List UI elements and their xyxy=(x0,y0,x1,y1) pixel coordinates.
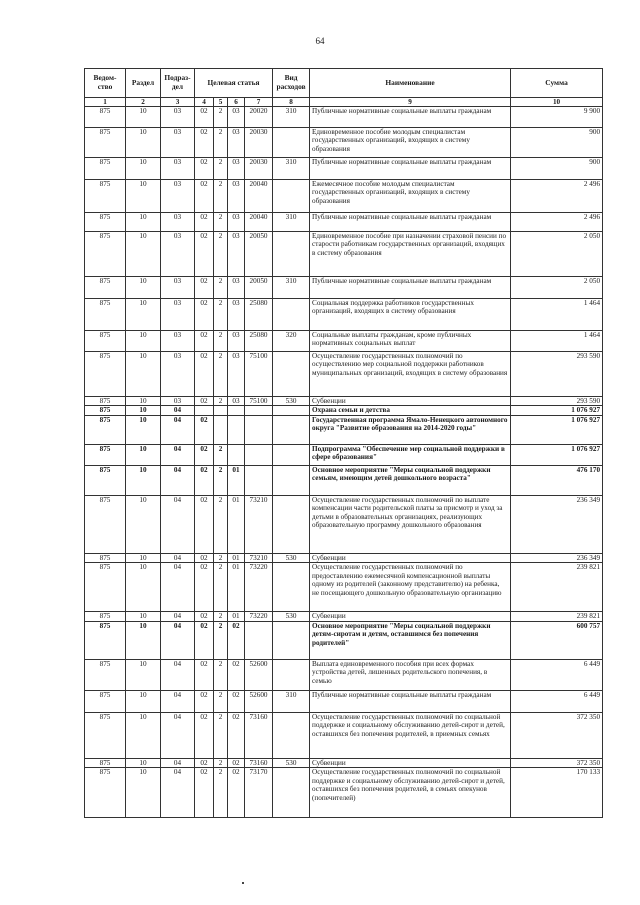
cell-vid-rashodov: 530 xyxy=(273,612,310,621)
cell-subprogram: 2 xyxy=(214,465,228,495)
cell-podrazdel: 04 xyxy=(161,758,195,767)
cell-direction: 73170 xyxy=(245,768,273,818)
table-row xyxy=(85,563,603,612)
cell-summa: 293 590 xyxy=(511,352,603,397)
cell-program: 02 xyxy=(195,758,214,767)
cell-podrazdel: 03 xyxy=(161,128,195,158)
cell-summa: 236 349 xyxy=(511,495,603,553)
cell-vid-rashodov: 530 xyxy=(273,553,310,562)
cell-vedomstvo: 875 xyxy=(85,465,126,495)
cell-podrazdel: 03 xyxy=(161,158,195,180)
cell-naimenovanie: Основное мероприятие "Меры социальной поддержки семьям, имеющим детей дошкольного возраста" xyxy=(310,465,511,495)
cell-subprogram: 2 xyxy=(214,128,228,158)
cell-podrazdel: 04 xyxy=(161,563,195,612)
cell-razdel: 10 xyxy=(126,352,161,397)
cell-podrazdel: 04 xyxy=(161,415,195,444)
cell-razdel: 10 xyxy=(126,444,161,465)
cell-direction: 20030 xyxy=(245,158,273,180)
cell-vid-rashodov: 310 xyxy=(273,158,310,180)
cell-vid-rashodov xyxy=(273,495,310,553)
cell-activity: 03 xyxy=(228,352,245,397)
cell-vedomstvo: 875 xyxy=(85,621,126,659)
cell-subprogram xyxy=(214,415,228,444)
cell-razdel: 10 xyxy=(126,465,161,495)
cell-subprogram xyxy=(214,406,228,415)
table-row xyxy=(85,406,603,415)
cell-razdel: 10 xyxy=(126,277,161,299)
cell-subprogram: 2 xyxy=(214,232,228,277)
cell-vedomstvo: 875 xyxy=(85,612,126,621)
cell-podrazdel: 03 xyxy=(161,213,195,232)
cell-direction: 25080 xyxy=(245,299,273,331)
cell-vedomstvo: 875 xyxy=(85,213,126,232)
cell-podrazdel: 04 xyxy=(161,612,195,621)
cell-vid-rashodov xyxy=(273,180,310,213)
cell-direction: 73220 xyxy=(245,612,273,621)
cell-activity: 03 xyxy=(228,397,245,406)
cell-activity: 03 xyxy=(228,277,245,299)
cell-direction xyxy=(245,406,273,415)
cell-direction: 73210 xyxy=(245,553,273,562)
cell-direction: 52600 xyxy=(245,659,273,690)
column-number: 4 xyxy=(195,98,214,107)
cell-subprogram: 2 xyxy=(214,495,228,553)
cell-activity: 02 xyxy=(228,659,245,690)
table-row xyxy=(85,232,603,277)
cell-activity: 01 xyxy=(228,612,245,621)
cell-activity: 01 xyxy=(228,563,245,612)
cell-activity: 03 xyxy=(228,331,245,352)
cell-subprogram: 2 xyxy=(214,331,228,352)
cell-subprogram: 2 xyxy=(214,213,228,232)
cell-podrazdel: 04 xyxy=(161,495,195,553)
column-number: 3 xyxy=(161,98,195,107)
cell-razdel: 10 xyxy=(126,107,161,128)
cell-vid-rashodov xyxy=(273,299,310,331)
column-number-row xyxy=(85,98,603,107)
cell-razdel: 10 xyxy=(126,690,161,712)
cell-summa: 600 757 xyxy=(511,621,603,659)
cell-vedomstvo: 875 xyxy=(85,563,126,612)
cell-vid-rashodov: 310 xyxy=(273,107,310,128)
cell-activity: 02 xyxy=(228,768,245,818)
cell-vedomstvo: 875 xyxy=(85,158,126,180)
cell-program: 02 xyxy=(195,213,214,232)
cell-direction: 73160 xyxy=(245,712,273,758)
cell-direction xyxy=(245,415,273,444)
cell-summa: 1 464 xyxy=(511,299,603,331)
cell-program: 02 xyxy=(195,128,214,158)
table-row xyxy=(85,758,603,767)
cell-podrazdel: 03 xyxy=(161,331,195,352)
header-podrazdel: Подраз-дел xyxy=(161,69,195,98)
cell-vid-rashodov xyxy=(273,444,310,465)
cell-razdel: 10 xyxy=(126,758,161,767)
cell-naimenovanie: Осуществление государственных полномочий по социальной поддержке и социальному обслуживанию детей-сирот и детей, оставшихся без попечения родителей, в приемных семьях xyxy=(310,712,511,758)
column-number: 10 xyxy=(511,98,603,107)
cell-summa: 900 xyxy=(511,128,603,158)
cell-naimenovanie: Субвенции xyxy=(310,758,511,767)
cell-direction: 73220 xyxy=(245,563,273,612)
cell-direction: 73160 xyxy=(245,758,273,767)
cell-naimenovanie: Социальная поддержка работников государственных организаций, входящих в систему образования xyxy=(310,299,511,331)
table-row xyxy=(85,180,603,213)
cell-summa: 170 133 xyxy=(511,768,603,818)
header-razdel: Раздел xyxy=(126,69,161,98)
cell-vid-rashodov xyxy=(273,232,310,277)
cell-subprogram: 2 xyxy=(214,397,228,406)
cell-vedomstvo: 875 xyxy=(85,415,126,444)
cell-vedomstvo: 875 xyxy=(85,712,126,758)
cell-naimenovanie: Осуществление государственных полномочий по выплате компенсации части родительской платы за присмотр и уход за детьми в образовательных организациях, реализующих образовательную программу дошкольного образования xyxy=(310,495,511,553)
cell-subprogram: 2 xyxy=(214,758,228,767)
cell-program: 02 xyxy=(195,612,214,621)
cell-program: 02 xyxy=(195,768,214,818)
column-number: 2 xyxy=(126,98,161,107)
cell-direction: 20040 xyxy=(245,213,273,232)
cell-activity: 03 xyxy=(228,299,245,331)
cell-direction: 25080 xyxy=(245,331,273,352)
cell-activity: 03 xyxy=(228,158,245,180)
cell-summa: 2 496 xyxy=(511,180,603,213)
cell-program: 02 xyxy=(195,277,214,299)
budget-table xyxy=(84,68,603,818)
cell-podrazdel: 04 xyxy=(161,406,195,415)
table-row xyxy=(85,612,603,621)
cell-naimenovanie: Осуществление государственных полномочий по осуществлению мер социальной поддержки работников муниципальных организаций, входящих в систему образования xyxy=(310,352,511,397)
cell-summa: 239 821 xyxy=(511,563,603,612)
cell-direction: 20050 xyxy=(245,277,273,299)
cell-vedomstvo: 875 xyxy=(85,406,126,415)
cell-razdel: 10 xyxy=(126,232,161,277)
cell-podrazdel: 03 xyxy=(161,277,195,299)
cell-summa: 2 050 xyxy=(511,277,603,299)
table-row xyxy=(85,415,603,444)
cell-vedomstvo: 875 xyxy=(85,107,126,128)
cell-naimenovanie: Публичные нормативные социальные выплаты гражданам xyxy=(310,213,511,232)
cell-program: 02 xyxy=(195,690,214,712)
cell-razdel: 10 xyxy=(126,406,161,415)
table-row xyxy=(85,553,603,562)
cell-razdel: 10 xyxy=(126,621,161,659)
cell-vid-rashodov: 320 xyxy=(273,331,310,352)
cell-razdel: 10 xyxy=(126,415,161,444)
table-row xyxy=(85,621,603,659)
cell-subprogram: 2 xyxy=(214,659,228,690)
page-number: 64 xyxy=(315,36,325,46)
cell-podrazdel: 03 xyxy=(161,180,195,213)
cell-program: 02 xyxy=(195,158,214,180)
cell-program: 02 xyxy=(195,397,214,406)
cell-vedomstvo: 875 xyxy=(85,128,126,158)
cell-podrazdel: 04 xyxy=(161,553,195,562)
cell-summa: 293 590 xyxy=(511,397,603,406)
cell-program: 02 xyxy=(195,621,214,659)
cell-vedomstvo: 875 xyxy=(85,397,126,406)
cell-naimenovanie: Охрана семьи и детства xyxy=(310,406,511,415)
table-row xyxy=(85,158,603,180)
cell-activity: 03 xyxy=(228,213,245,232)
cell-summa: 372 350 xyxy=(511,758,603,767)
cell-podrazdel: 03 xyxy=(161,352,195,397)
cell-direction xyxy=(245,465,273,495)
cell-vedomstvo: 875 xyxy=(85,758,126,767)
cell-direction: 52600 xyxy=(245,690,273,712)
cell-razdel: 10 xyxy=(126,563,161,612)
table-row xyxy=(85,659,603,690)
table-row xyxy=(85,277,603,299)
cell-razdel: 10 xyxy=(126,495,161,553)
cell-podrazdel: 04 xyxy=(161,444,195,465)
cell-subprogram: 2 xyxy=(214,768,228,818)
cell-program: 02 xyxy=(195,232,214,277)
cell-vedomstvo: 875 xyxy=(85,768,126,818)
table-row xyxy=(85,690,603,712)
cell-subprogram: 2 xyxy=(214,712,228,758)
cell-program: 02 xyxy=(195,659,214,690)
cell-summa: 900 xyxy=(511,158,603,180)
cell-summa: 6 449 xyxy=(511,659,603,690)
cell-vid-rashodov xyxy=(273,659,310,690)
column-number: 6 xyxy=(228,98,245,107)
cell-vedomstvo: 875 xyxy=(85,232,126,277)
cell-podrazdel: 03 xyxy=(161,299,195,331)
cell-vedomstvo: 875 xyxy=(85,299,126,331)
cell-razdel: 10 xyxy=(126,299,161,331)
cell-subprogram: 2 xyxy=(214,107,228,128)
cell-summa: 1 076 927 xyxy=(511,444,603,465)
cell-program: 02 xyxy=(195,352,214,397)
cell-activity: 03 xyxy=(228,180,245,213)
cell-subprogram: 2 xyxy=(214,612,228,621)
cell-naimenovanie: Публичные нормативные социальные выплаты гражданам xyxy=(310,277,511,299)
cell-razdel: 10 xyxy=(126,612,161,621)
table-row xyxy=(85,444,603,465)
cell-razdel: 10 xyxy=(126,553,161,562)
cell-vid-rashodov xyxy=(273,352,310,397)
cell-vid-rashodov xyxy=(273,768,310,818)
cell-vid-rashodov xyxy=(273,712,310,758)
cell-activity: 01 xyxy=(228,465,245,495)
cell-activity xyxy=(228,406,245,415)
cell-naimenovanie: Публичные нормативные социальные выплаты гражданам xyxy=(310,107,511,128)
cell-razdel: 10 xyxy=(126,213,161,232)
column-number: 9 xyxy=(310,98,511,107)
cell-vid-rashodov: 530 xyxy=(273,758,310,767)
cell-activity: 02 xyxy=(228,712,245,758)
cell-vid-rashodov xyxy=(273,128,310,158)
cell-razdel: 10 xyxy=(126,659,161,690)
cell-summa: 1 076 927 xyxy=(511,406,603,415)
table-row xyxy=(85,495,603,553)
cell-subprogram: 2 xyxy=(214,690,228,712)
cell-activity: 03 xyxy=(228,128,245,158)
cell-activity xyxy=(228,444,245,465)
column-number: 5 xyxy=(214,98,228,107)
cell-subprogram: 2 xyxy=(214,553,228,562)
cell-activity: 01 xyxy=(228,495,245,553)
cell-vid-rashodov xyxy=(273,465,310,495)
cell-podrazdel: 04 xyxy=(161,465,195,495)
cell-podrazdel: 03 xyxy=(161,397,195,406)
scan-dot xyxy=(242,882,244,884)
table-row xyxy=(85,465,603,495)
cell-program: 02 xyxy=(195,444,214,465)
cell-direction: 73210 xyxy=(245,495,273,553)
cell-naimenovanie: Выплата единовременного пособия при всех формах устройства детей, лишенных родительского попечения, в семью xyxy=(310,659,511,690)
cell-program: 02 xyxy=(195,553,214,562)
cell-podrazdel: 04 xyxy=(161,690,195,712)
cell-program: 02 xyxy=(195,415,214,444)
cell-naimenovanie: Субвенции xyxy=(310,397,511,406)
cell-vid-rashodov: 310 xyxy=(273,690,310,712)
cell-program: 02 xyxy=(195,299,214,331)
column-number: 1 xyxy=(85,98,126,107)
cell-vid-rashodov xyxy=(273,621,310,659)
cell-naimenovanie: Осуществление государственных полномочий по предоставлению ежемесячной компенсационной выплаты одному из родителей (законному представителю) на ребенка, не посещающего дошкольную образовательную организацию xyxy=(310,563,511,612)
table-body xyxy=(85,107,603,818)
cell-vedomstvo: 875 xyxy=(85,690,126,712)
cell-razdel: 10 xyxy=(126,768,161,818)
cell-subprogram: 2 xyxy=(214,352,228,397)
cell-naimenovanie: Единовременное пособие при назначении страховой пенсии по старости работникам государственных организаций, входящих в систему образования xyxy=(310,232,511,277)
cell-direction: 75100 xyxy=(245,397,273,406)
table-row xyxy=(85,397,603,406)
cell-subprogram: 2 xyxy=(214,621,228,659)
header-vid-rashodov: Вид расходов xyxy=(273,69,310,98)
cell-direction xyxy=(245,621,273,659)
cell-activity: 02 xyxy=(228,690,245,712)
cell-summa: 9 900 xyxy=(511,107,603,128)
cell-naimenovanie: Единовременное пособие молодым специалистам государственных организаций, входящих в систему образования xyxy=(310,128,511,158)
table-row xyxy=(85,352,603,397)
cell-direction: 20040 xyxy=(245,180,273,213)
cell-vedomstvo: 875 xyxy=(85,444,126,465)
cell-razdel: 10 xyxy=(126,397,161,406)
cell-naimenovanie: Основное мероприятие "Меры социальной поддержки детям-сиротам и детям, оставшимся без попечения родителей" xyxy=(310,621,511,659)
cell-razdel: 10 xyxy=(126,158,161,180)
cell-podrazdel: 04 xyxy=(161,621,195,659)
cell-subprogram: 2 xyxy=(214,299,228,331)
table-row xyxy=(85,299,603,331)
cell-program: 02 xyxy=(195,331,214,352)
cell-naimenovanie: Публичные нормативные социальные выплаты гражданам xyxy=(310,158,511,180)
table-row xyxy=(85,768,603,818)
cell-summa: 236 349 xyxy=(511,553,603,562)
cell-podrazdel: 04 xyxy=(161,659,195,690)
table-row xyxy=(85,107,603,128)
cell-podrazdel: 03 xyxy=(161,232,195,277)
cell-summa: 372 350 xyxy=(511,712,603,758)
cell-summa: 239 821 xyxy=(511,612,603,621)
cell-vid-rashodov xyxy=(273,415,310,444)
cell-naimenovanie: Публичные нормативные социальные выплаты гражданам xyxy=(310,690,511,712)
cell-activity: 01 xyxy=(228,553,245,562)
header-celevaya-statya: Целевая статья xyxy=(195,69,273,98)
cell-vid-rashodov: 310 xyxy=(273,213,310,232)
cell-summa: 476 170 xyxy=(511,465,603,495)
table-row xyxy=(85,213,603,232)
cell-vid-rashodov: 530 xyxy=(273,397,310,406)
cell-program xyxy=(195,406,214,415)
cell-program: 02 xyxy=(195,712,214,758)
cell-razdel: 10 xyxy=(126,331,161,352)
cell-vedomstvo: 875 xyxy=(85,553,126,562)
cell-summa: 1 464 xyxy=(511,331,603,352)
cell-podrazdel: 03 xyxy=(161,107,195,128)
cell-activity: 02 xyxy=(228,621,245,659)
header-summa: Сумма xyxy=(511,69,603,98)
cell-vid-rashodov: 310 xyxy=(273,277,310,299)
column-number: 7 xyxy=(245,98,273,107)
cell-direction: 20030 xyxy=(245,128,273,158)
cell-subprogram: 2 xyxy=(214,180,228,213)
cell-program: 02 xyxy=(195,563,214,612)
cell-vedomstvo: 875 xyxy=(85,180,126,213)
cell-activity xyxy=(228,415,245,444)
cell-razdel: 10 xyxy=(126,128,161,158)
cell-razdel: 10 xyxy=(126,180,161,213)
table-row xyxy=(85,331,603,352)
cell-direction: 20020 xyxy=(245,107,273,128)
header-naimenovanie: Наименование xyxy=(310,69,511,98)
cell-subprogram: 2 xyxy=(214,158,228,180)
cell-program: 02 xyxy=(195,495,214,553)
cell-naimenovanie: Субвенции xyxy=(310,612,511,621)
cell-naimenovanie: Ежемесячное пособие молодым специалистам государственных организаций, входящих в систему образования xyxy=(310,180,511,213)
cell-activity: 03 xyxy=(228,107,245,128)
cell-subprogram: 2 xyxy=(214,444,228,465)
table-row xyxy=(85,128,603,158)
cell-vedomstvo: 875 xyxy=(85,331,126,352)
cell-vid-rashodov xyxy=(273,563,310,612)
cell-vedomstvo: 875 xyxy=(85,495,126,553)
cell-razdel: 10 xyxy=(126,712,161,758)
cell-subprogram: 2 xyxy=(214,277,228,299)
header-row xyxy=(85,69,603,98)
cell-naimenovanie: Осуществление государственных полномочий по социальной поддержке и социальному обслуживанию детей-сирот и детей, оставшихся без попечения родителей, в семьях опекунов (попечителей) xyxy=(310,768,511,818)
cell-vedomstvo: 875 xyxy=(85,277,126,299)
cell-program: 02 xyxy=(195,180,214,213)
column-number: 8 xyxy=(273,98,310,107)
cell-direction xyxy=(245,444,273,465)
cell-naimenovanie: Подпрограмма "Обеспечение мер социальной поддержки в сфере образования" xyxy=(310,444,511,465)
cell-naimenovanie: Социальные выплаты гражданам, кроме публичных нормативных социальных выплат xyxy=(310,331,511,352)
cell-summa: 2 050 xyxy=(511,232,603,277)
cell-naimenovanie: Субвенции xyxy=(310,553,511,562)
cell-program: 02 xyxy=(195,107,214,128)
cell-activity: 03 xyxy=(228,232,245,277)
table-row xyxy=(85,712,603,758)
cell-program: 02 xyxy=(195,465,214,495)
cell-podrazdel: 04 xyxy=(161,768,195,818)
cell-vedomstvo: 875 xyxy=(85,659,126,690)
cell-naimenovanie: Государственная программа Ямало-Ненецкого автономного округа "Развитие образования на 2014-2020 годы" xyxy=(310,415,511,444)
cell-activity: 02 xyxy=(228,758,245,767)
header-vedomstvo: Ведом-ство xyxy=(85,69,126,98)
cell-direction: 20050 xyxy=(245,232,273,277)
cell-subprogram: 2 xyxy=(214,563,228,612)
cell-summa: 2 496 xyxy=(511,213,603,232)
cell-podrazdel: 04 xyxy=(161,712,195,758)
cell-vedomstvo: 875 xyxy=(85,352,126,397)
cell-vid-rashodov xyxy=(273,406,310,415)
cell-direction: 75100 xyxy=(245,352,273,397)
cell-summa: 1 076 927 xyxy=(511,415,603,444)
cell-summa: 6 449 xyxy=(511,690,603,712)
